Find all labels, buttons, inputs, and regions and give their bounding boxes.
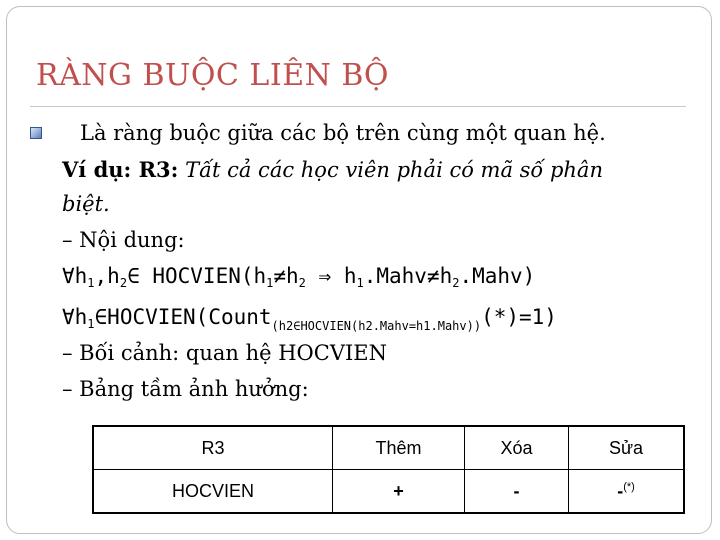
formula-subscript: 1 xyxy=(87,317,95,331)
formula-part: ⇒ h xyxy=(305,264,357,288)
formula-part: .Mahv≠h xyxy=(363,264,453,288)
formula-subscript: 1 xyxy=(87,276,95,290)
table-header-cell: R3 xyxy=(93,426,333,470)
influence-label: – Bảng tầm ảnh hưởng: xyxy=(62,377,309,401)
example-label: Ví dụ: R3: xyxy=(62,157,179,182)
table-header-cell: Thêm xyxy=(333,426,465,470)
formula-subscript: 1 xyxy=(356,276,364,290)
intro-text: Là ràng buộc giữa các bộ trên cùng một quan hệ. xyxy=(80,121,606,145)
formula-part: ∈HOCVIEN(Count xyxy=(94,305,272,329)
table-cell-relation: HOCVIEN xyxy=(93,470,333,514)
title-divider xyxy=(30,106,686,107)
formula-part: ∀h xyxy=(62,264,88,288)
slide-title: RÀNG BUỘC LIÊN BỘ xyxy=(36,58,390,93)
square-bullet-icon xyxy=(30,127,42,139)
formula-part: ,h xyxy=(94,264,120,288)
table-cell-delete: - xyxy=(465,470,569,514)
table-row xyxy=(93,470,684,514)
formula-subscript: (h2∈HOCVIEN(h2.Mahv=h1.Mahv)) xyxy=(271,319,482,333)
formula-subscript: 2 xyxy=(298,276,306,290)
formula-part: ≠h xyxy=(273,264,299,288)
example-text-continued: biệt. xyxy=(62,192,110,216)
formula-part: .Mahv) xyxy=(459,264,536,288)
table-header-row xyxy=(93,426,684,470)
table-header-cell: Sửa xyxy=(569,426,685,470)
formula-part: ∀h xyxy=(62,305,88,329)
formula-subscript: 1 xyxy=(266,276,274,290)
content-label: – Nội dung: xyxy=(62,228,185,252)
formula-subscript: 2 xyxy=(452,276,460,290)
table-header-cell: Xóa xyxy=(465,426,569,470)
example-text: Tất cả các học viên phải có mã số phân xyxy=(185,158,603,182)
formula-part: (*)=1) xyxy=(481,305,557,329)
formula-subscript: 2 xyxy=(119,276,128,290)
formula-2 xyxy=(62,305,692,333)
formula-part: ∈ HOCVIEN(h xyxy=(127,264,267,288)
table-cell-update xyxy=(569,470,685,514)
update-value: - xyxy=(617,480,624,501)
influence-table xyxy=(92,425,685,514)
update-footnote-mark: (*) xyxy=(623,480,635,493)
formula-1 xyxy=(62,264,692,290)
table-cell-insert: + xyxy=(333,470,465,514)
context-text: – Bối cảnh: quan hệ HOCVIEN xyxy=(62,341,388,365)
example-line xyxy=(62,157,692,182)
